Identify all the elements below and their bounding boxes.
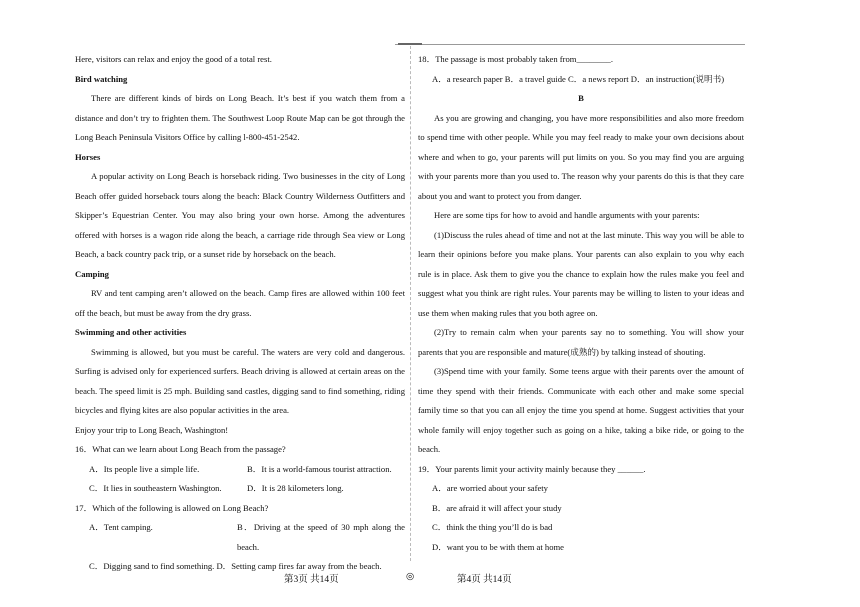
option-text: B．It is a world-famous tourist attraction. — [247, 463, 392, 474]
option-text: D．It is 28 kilometers long. — [247, 483, 344, 493]
text-line: 19．Your parents limit your activity mainly because they ______. — [418, 463, 646, 474]
option-row — [75, 518, 405, 557]
section-heading: Horses — [75, 151, 101, 162]
paragraph: Swimming is allowed, but you must be careful. The waters are very cold and dangerous. Surfing is advised only for experienced surfers. Beach driving is allowed at certain areas on the beach. The speed limit is 25 mph. Building sand castles, digging sand to find something, riding bicycles and flying kites are also popular activities in the area. — [75, 346, 405, 415]
left-column — [75, 50, 405, 577]
page-number-right: 第4页 共14页 — [457, 575, 512, 585]
option-row — [75, 479, 405, 499]
column-divider — [410, 46, 411, 561]
section-heading: Camping — [75, 268, 109, 279]
page-number-left: 第3页 共14页 — [284, 575, 339, 585]
option-text: A．Tent camping. — [89, 522, 153, 532]
text-line: 17．Which of the following is allowed on Long Beach? — [75, 502, 269, 513]
section-heading: Bird watching — [75, 73, 128, 84]
right-column — [418, 50, 744, 557]
option-line: A．are worried about your safety — [432, 483, 548, 493]
option-line: B．are afraid it will affect your study — [432, 502, 562, 513]
option-row — [75, 460, 405, 480]
header-mark — [398, 43, 422, 45]
section-heading: Swimming and other activities — [75, 327, 187, 337]
text-line: Here, visitors can relax and enjoy the good of a total rest. — [75, 54, 272, 64]
text-line: 16．What can we learn about Long Beach from the passage? — [75, 444, 286, 454]
paragraph: There are different kinds of birds on Long Beach. It’s best if you watch them from a distance and don’t try to frighten them. The Southwest Loop Route Map can be got through the Long Beach Peninsula Visitors Office by calling l-800-451-2542. — [75, 93, 405, 142]
passage-label: B — [578, 93, 584, 103]
paragraph: (1)Discuss the rules ahead of time and not at the last minute. This way you will be able to learn their opinions before you make plans. Your parents can also explain to you why each rule is in place. Ask them to give you the chance to explain how the rules make you feel and suggest what you think are right rules. Your parents may be willing to listen to your ideas and use them when making rules that you both agree on. — [418, 229, 744, 318]
option-line: C．think the thing you’ll do is bad — [432, 522, 553, 532]
header-rule — [395, 44, 745, 45]
option-line: D．want you to be with them at home — [432, 541, 564, 552]
paragraph: RV and tent camping aren’t allowed on the beach. Camp fires are allowed within 100 feet off the beach, but must be away from the dry grass. — [75, 288, 405, 318]
option-text: B．Driving at the speed of 30 mph along the beach. — [236, 522, 405, 552]
text-line: 18．The passage is most probably taken from________. — [418, 54, 613, 64]
paragraph: Here are some tips for how to avoid and handle arguments with your parents: — [434, 210, 700, 220]
option-line: C．Digging sand to find something. D．Setting camp fires far away from the beach. — [89, 561, 382, 571]
text-line: Enjoy your trip to Long Beach, Washington! — [75, 424, 229, 435]
option-line: A．a research paper B．a travel guide C．a news report D．an instruction(说明书) — [432, 73, 725, 84]
paragraph: (2)Try to remain calm when your parents say no to something. You will show your parents that you are responsible and mature(成熟的) by talking instead of shouting. — [418, 327, 744, 357]
paragraph: A popular activity on Long Beach is horseback riding. Two businesses in the city of Long Beach offer guided horseback tours along the beach: Black Country Wilderness Outfitters and Skipper’s Equestrian Center. You may also bring your own horse. Among the adventures offered with horses is a wagon ride along the beach, a carriage ride through Sea view or Long Beach, a back country pack trip, or a sunset ride by horseback on the beach. — [75, 171, 405, 259]
option-text: A．Its people live a simple life. — [89, 463, 200, 474]
option-text: C．It lies in southeastern Washington. — [89, 483, 222, 493]
paragraph: (3)Spend time with your family. Some teens argue with their parents over the amount of time they spend with their friends. Communicate with each other and make some special family time so that you can all enjoy the time you spend at home. Suggest activities that your whole family will enjoy together such as going on a hike, taking a bike ride, or going to the beach. — [418, 366, 744, 454]
paragraph: As you are growing and changing, you have more responsibilities and also more freedom to spend time with other people. While you may feel ready to make your own decisions about where and when to go, your parents will put limits on you. So you may find you are arguing with your parents more than you used to. The reason why your parents do this is that they care about you and want to protect you from danger. — [418, 112, 744, 201]
footer-mark: ◎ — [406, 572, 415, 582]
